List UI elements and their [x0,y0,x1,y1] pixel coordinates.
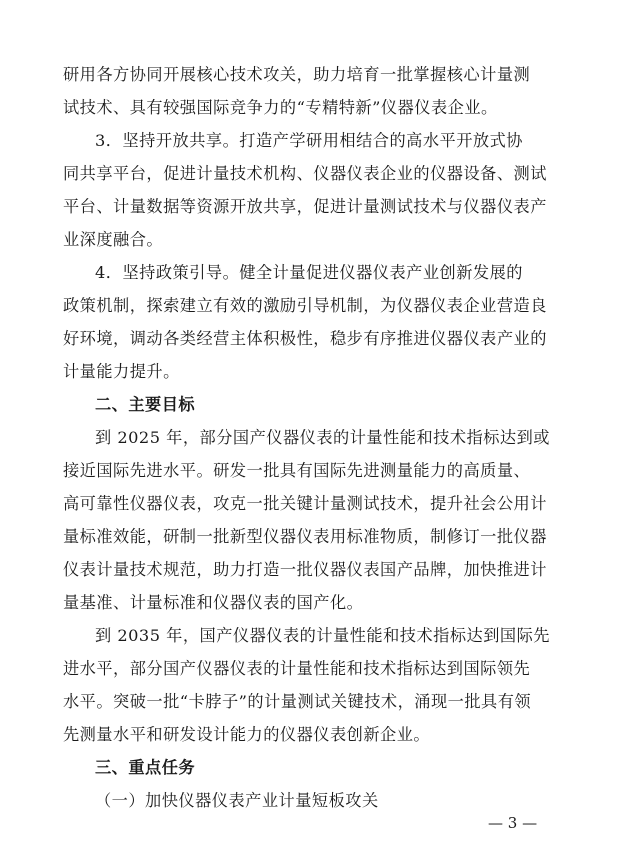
paragraph-line: 试技术、具有较强国际竞争力的“专精特新”仪器仪表企业。 [63,98,498,117]
paragraph-line: 到 2025 年，部分国产仪器仪表的计量性能和技术指标达到或 [95,428,550,447]
paragraph-line: 仪表计量技术规范，助力打造一批仪器仪表国产品牌，加快推进计 [63,560,547,579]
paragraph-line: 高可靠性仪器仪表，攻克一批关键计量测试技术，提升社会公用计 [63,494,547,513]
paragraph-line: 政策机制，探索建立有效的激励引导机制，为仪器仪表企业营造良 [63,296,547,315]
paragraph-line: 量基准、计量标准和仪器仪表的国产化。 [63,593,364,612]
paragraph-line: 平台、计量数据等资源开放共享，促进计量测试技术与仪器仪表产 [63,197,547,216]
section-heading: 三、重点任务 [95,758,196,777]
section-heading: 二、主要目标 [95,395,196,414]
paragraph-line: 业深度融合。 [63,230,164,249]
paragraph-line: 量标准效能，研制一批新型仪器仪表用标准物质，制修订一批仪器 [63,527,547,546]
subsection-heading: （一）加快仪器仪表产业计量短板攻关 [95,791,379,810]
paragraph-line: 先测量水平和研发设计能力的仪器仪表创新企业。 [63,725,431,744]
paragraph-line: 3．坚持开放共享。打造产学研用相结合的高水平开放式协 [95,131,523,150]
paragraph-line: 好环境，调动各类经营主体积极性，稳步有序推进仪器仪表产业的 [63,329,547,348]
paragraph-line: 同共享平台，促进计量技术机构、仪器仪表企业的仪器设备、测试 [63,164,547,183]
paragraph-line: 研用各方协同开展核心技术攻关，助力培育一批掌握核心计量测 [63,65,531,84]
paragraph-line: 进水平，部分国产仪器仪表的计量性能和技术指标达到国际领先 [63,659,531,678]
paragraph-line: 4．坚持政策引导。健全计量促进仪器仪表产业创新发展的 [95,263,523,282]
paragraph-line: 计量能力提升。 [63,362,180,381]
paragraph-line: 到 2035 年，国产仪器仪表的计量性能和技术指标达到国际先 [95,626,550,645]
paragraph-line: 水平。突破一批“卡脖子”的计量测试关键技术，涌现一批具有领 [63,692,532,711]
paragraph-line: 接近国际先进水平。研发一批具有国际先进测量能力的高质量、 [63,461,531,480]
page-number: — 3 — [488,814,538,832]
